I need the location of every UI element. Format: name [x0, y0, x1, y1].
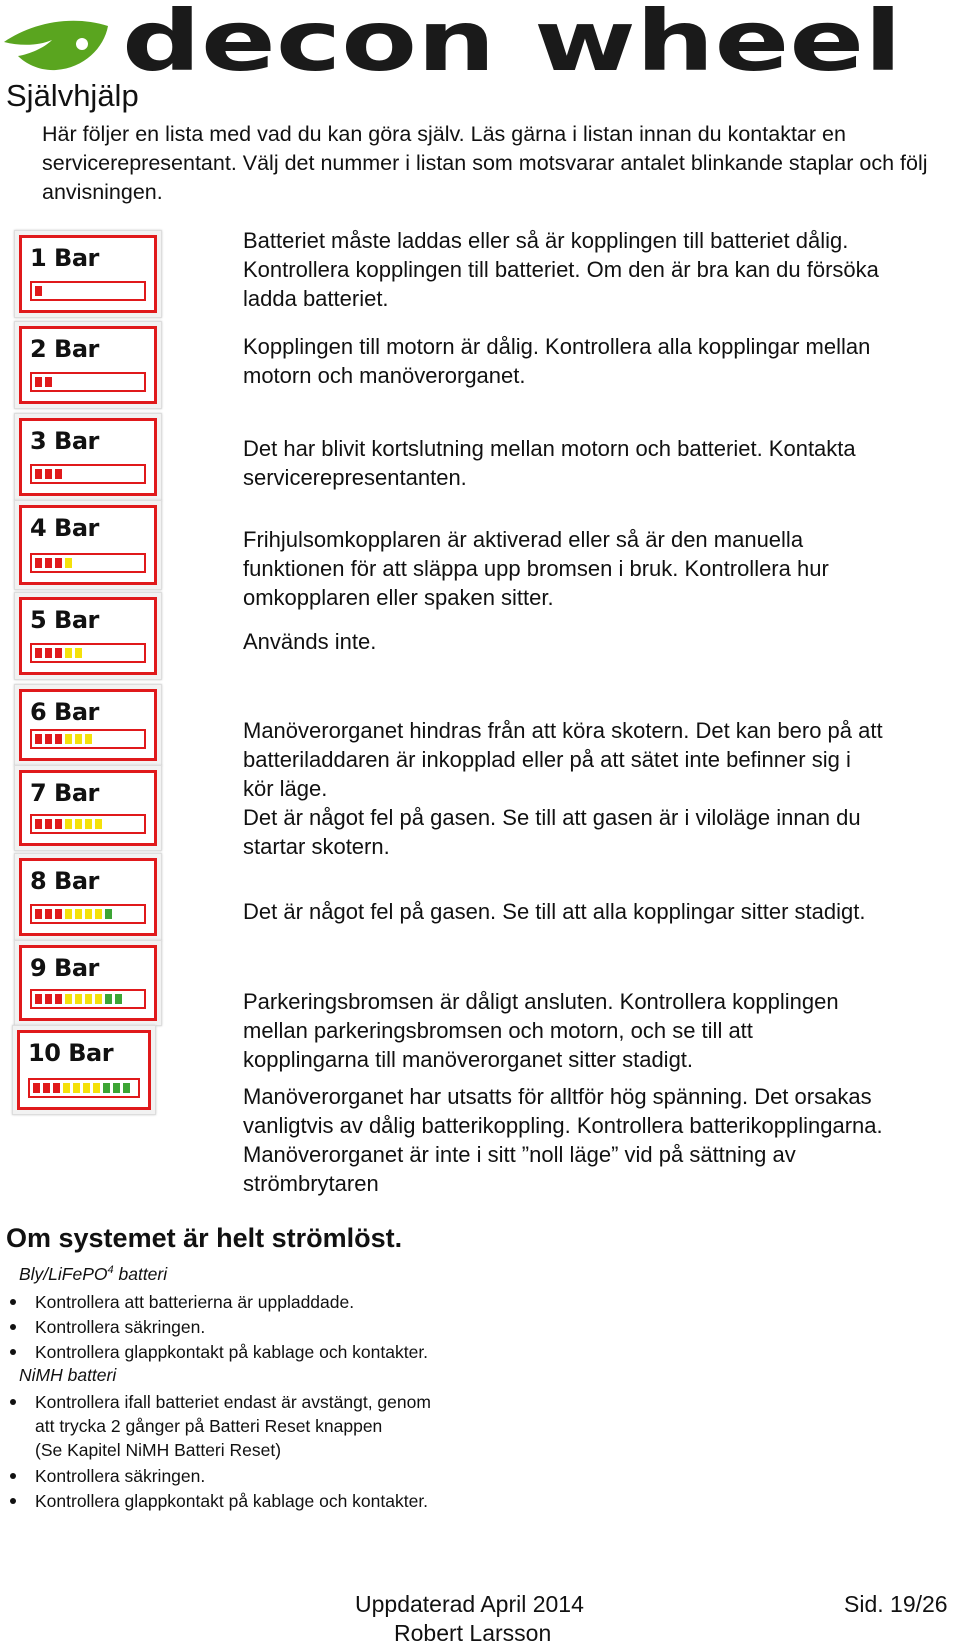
meter-segment [35, 286, 42, 296]
bar-badge-6 [14, 684, 162, 766]
meter-segment [55, 558, 62, 568]
badge-meter [30, 372, 146, 392]
badge-meter [30, 729, 146, 749]
badge-label: 6 Bar [30, 698, 99, 726]
code-entry-2: Kopplingen till motorn är dålig. Kontrollera alla kopplingar mellan motorn och manöverorganet. [243, 334, 871, 388]
bullet-icon [10, 1299, 16, 1305]
meter-segment [43, 1083, 50, 1093]
code-entry-1: Batteriet måste laddas eller så är kopplingen till batteriet dålig. Kontrollera kopplingen till batteriet. Om den är bra kan du försöka ladda batteriet. [243, 228, 879, 311]
leaf-icon [4, 21, 108, 70]
meter-segment [75, 648, 82, 658]
meter-segment [35, 469, 42, 479]
badge-meter [30, 814, 146, 834]
bar-badge-9 [14, 940, 162, 1026]
logo-wordmark: decon wheel [122, 0, 902, 84]
meter-segment [45, 909, 52, 919]
meter-segment [65, 909, 72, 919]
badge-frame [19, 505, 157, 585]
meter-segment [95, 819, 102, 829]
meter-segment [45, 469, 52, 479]
meter-segment [93, 1083, 100, 1093]
meter-segment [65, 819, 72, 829]
list-item-text: Kontrollera säkringen. [35, 1317, 206, 1337]
badge-frame [19, 597, 157, 675]
meter-segment [35, 819, 42, 829]
meter-segment [65, 648, 72, 658]
code-entry-3: Det har blivit kortslutning mellan motorn och batteriet. Kontakta servicerepresentanten. [243, 436, 856, 490]
badge-meter [30, 904, 146, 924]
badge-frame [17, 1030, 151, 1110]
meter-segment [75, 909, 82, 919]
meter-segment [35, 734, 42, 744]
badge-meter [30, 643, 146, 663]
code-entry-5: Används inte. [243, 629, 377, 654]
meter-segment [35, 558, 42, 568]
meter-segment [73, 1083, 80, 1093]
bullet-icon [10, 1399, 16, 1405]
meter-segment [85, 819, 92, 829]
badge-frame [19, 418, 157, 496]
bullet-icon [10, 1324, 16, 1330]
meter-segment [105, 994, 112, 1004]
badge-label: 3 Bar [30, 427, 99, 455]
bar-badge-10 [12, 1025, 156, 1115]
meter-segment [45, 994, 52, 1004]
meter-segment [85, 994, 92, 1004]
meter-segment [85, 909, 92, 919]
badge-label: 10 Bar [28, 1039, 114, 1067]
meter-segment [75, 994, 82, 1004]
code-entry-4: Frihjulsomkopplaren är aktiverad eller så är den manuella funktionen för att släppa upp bromsen i bruk. Kontrollera hur omkopplaren eller spaken sitter. [243, 527, 829, 610]
footer-updated: Uppdaterad April 2014 [355, 1591, 584, 1617]
badge-label: 8 Bar [30, 867, 99, 895]
code-entry-6: Manöverorganet hindras från att köra skotern. Det kan bero på att batteriladdaren är inkopplad eller på att sätet inte befinner sig i kör läge. [243, 718, 883, 801]
meter-segment [45, 734, 52, 744]
meter-segment [35, 648, 42, 658]
meter-segment [55, 469, 62, 479]
code-entry-9: Parkeringsbromsen är dåligt ansluten. Kontrollera kopplingen mellan parkeringsbromsen och motorn, och se till att kopplingarna till manöverorganet sitter stadigt. [243, 989, 839, 1072]
badge-frame [19, 770, 157, 846]
meter-segment [103, 1083, 110, 1093]
list-item-text: Kontrollera glappkontakt på kablage och kontakter. [35, 1342, 429, 1362]
meter-segment [65, 734, 72, 744]
subheading-lead-text: Bly/LiFePO [19, 1264, 108, 1284]
meter-segment [85, 734, 92, 744]
meter-segment [55, 819, 62, 829]
section-heading-no-power: Om systemet är helt strömlöst. [6, 1223, 403, 1253]
meter-segment [75, 734, 82, 744]
meter-segment [45, 819, 52, 829]
meter-segment [33, 1083, 40, 1093]
code-entry-10: Manöverorganet har utsatts för alltför hög spänning. Det orsakas vanligtvis av dålig batterikoppling. Kontrollera batterikopplingarna. Manöverorganet är inte i sitt ”noll läge” vid på sättning av strömbrytaren [243, 1084, 883, 1196]
meter-segment [55, 734, 62, 744]
bar-badge-4 [14, 500, 162, 590]
meter-segment [55, 994, 62, 1004]
footer-page-number: Sid. 19/26 [844, 1591, 948, 1617]
list-item-text: Kontrollera att batterierna är uppladdade. [35, 1292, 355, 1312]
meter-segment [65, 994, 72, 1004]
meter-segment [45, 377, 52, 387]
badge-label: 2 Bar [30, 335, 99, 363]
bullet-icon [10, 1473, 16, 1479]
badge-meter [30, 553, 146, 573]
code-entry-7: Det är något fel på gasen. Se till att gasen är i viloläge innan du startar skotern. [243, 805, 861, 859]
badge-meter [28, 1078, 140, 1098]
footer-author: Robert Larsson [394, 1620, 552, 1646]
badge-frame [19, 689, 157, 761]
meter-segment [45, 648, 52, 658]
meter-segment [65, 558, 72, 568]
page-title: Självhjälp [6, 78, 139, 113]
bar-badge-2 [14, 321, 162, 409]
code-entry-8: Det är något fel på gasen. Se till att alla kopplingar sitter stadigt. [243, 899, 866, 924]
badge-meter [30, 281, 146, 301]
badge-meter [30, 989, 146, 1009]
subheading-lead-sup: 4 [107, 1264, 114, 1277]
bar-badge-8 [14, 853, 162, 941]
meter-segment [113, 1083, 120, 1093]
list-item-text: Kontrollera glappkontakt på kablage och kontakter. [35, 1491, 429, 1511]
badge-label: 5 Bar [30, 606, 99, 634]
meter-segment [35, 377, 42, 387]
meter-segment [95, 909, 102, 919]
badge-label: 7 Bar [30, 779, 99, 807]
meter-segment [95, 994, 102, 1004]
badge-frame [19, 945, 157, 1021]
badge-label: 9 Bar [30, 954, 99, 982]
meter-segment [35, 994, 42, 1004]
badge-label: 4 Bar [30, 514, 99, 542]
badge-frame [19, 858, 157, 936]
list-item-text: Kontrollera säkringen. [35, 1466, 206, 1486]
meter-segment [53, 1083, 60, 1093]
meter-segment [63, 1083, 70, 1093]
list-item-text: Kontrollera ifall batteriet endast är avstängt, genom att trycka 2 gånger på Batteri Reset knappen (Se Kapitel NiMH Batteri Reset) [35, 1392, 431, 1460]
meter-segment [123, 1083, 130, 1093]
decon-wheel-logo [0, 0, 960, 84]
meter-segment [115, 994, 122, 1004]
meter-segment [55, 909, 62, 919]
meter-segment [105, 909, 112, 919]
meter-segment [75, 819, 82, 829]
bullet-icon [10, 1498, 16, 1504]
badge-frame [19, 326, 157, 404]
subheading-lead-battery [19, 1264, 167, 1285]
meter-segment [35, 909, 42, 919]
intro-paragraph: Här följer en lista med vad du kan göra själv. Läs gärna i listan innan du kontaktar en servicerepresentant. Välj det nummer i listan som motsvarar antalet blinkande staplar och följ anvisningen. [42, 122, 928, 204]
badge-meter [30, 464, 146, 484]
meter-segment [55, 648, 62, 658]
meter-segment [83, 1083, 90, 1093]
subheading-lead-tail: batteri [113, 1264, 168, 1284]
bar-badge-1 [14, 230, 162, 318]
bullet-icon [10, 1349, 16, 1355]
subheading-nimh-battery: NiMH batteri [19, 1365, 117, 1385]
badge-label: 1 Bar [30, 244, 99, 272]
meter-segment [45, 558, 52, 568]
bar-badge-7 [14, 765, 162, 851]
bar-badge-3 [14, 413, 162, 501]
bar-badge-5 [14, 592, 162, 680]
badge-frame [19, 235, 157, 313]
